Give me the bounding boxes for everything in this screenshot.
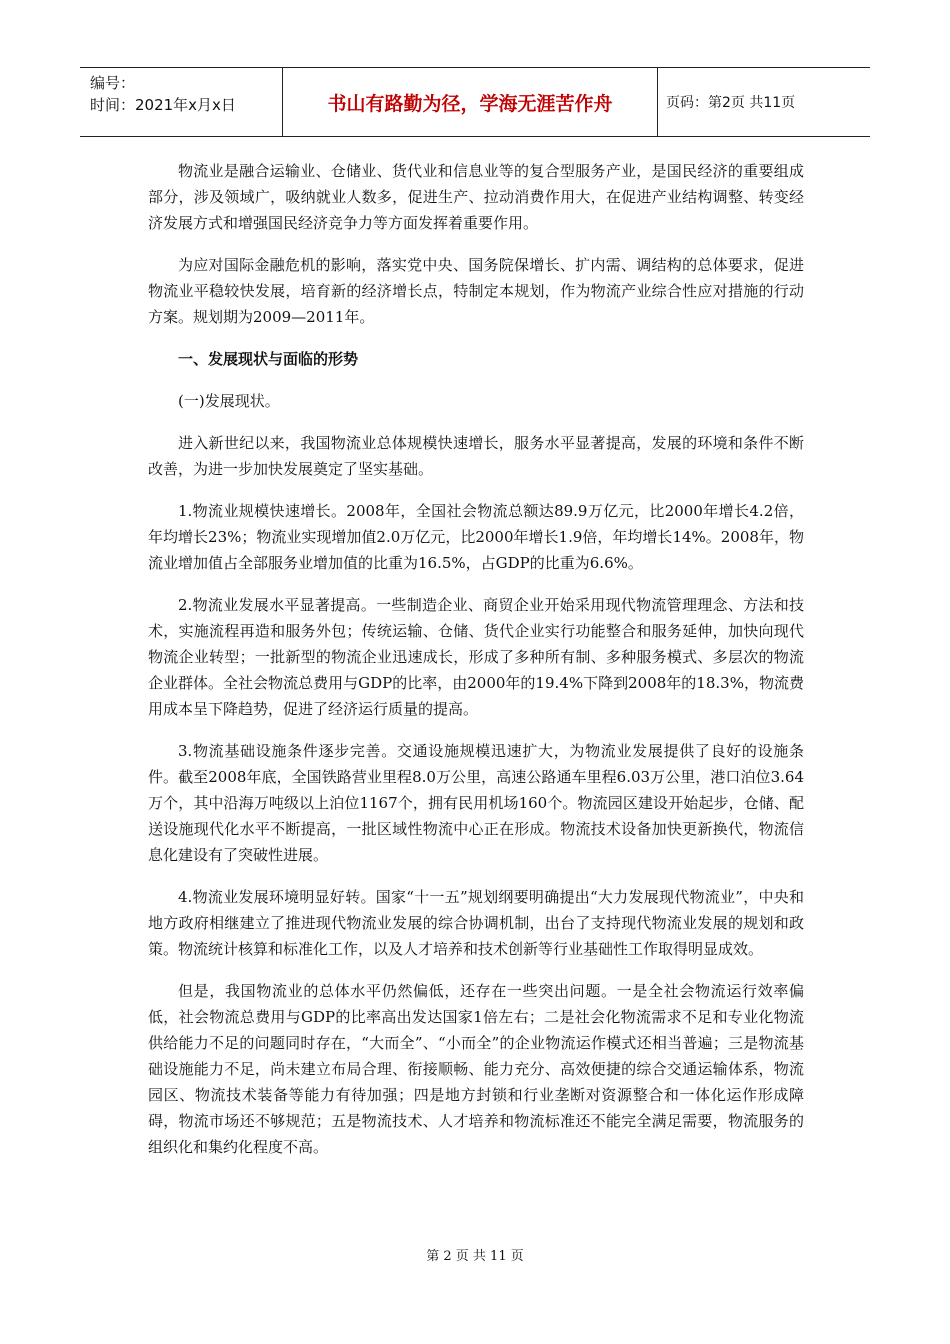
header-meta <box>80 68 282 136</box>
paragraph-item-3: 3.物流基础设施条件逐步完善。交通设施规模迅速扩大，为物流业发展提供了良好的设施条件。截至2008年底，全国铁路营业里程8.0万公里，高速公路通车里程6.03万公里，港口泊位3.64万个，其中沿海万吨级以上泊位1167个，拥有民用机场160个。物流园区建设开始起步，仓储、配送设施现代化水平不断提高，一批区域性物流中心正在形成。物流技术设备加快更新换代，物流信息化建设有了突破性进展。 <box>148 742 804 864</box>
doc-date-label: 时间：2021年x月x日 <box>90 96 236 114</box>
paragraph-item-4: 4.物流业发展环境明显好转。国家“十一五”规划纲要明确提出“大力发展现代物流业”，中央和地方政府相继建立了推进现代物流业发展的综合协调机制，出台了支持现代物流业发展的规划和政策。物流统计核算和标准化工作，以及人才培养和技术创新等行业基础性工作取得明显成效。 <box>148 888 804 958</box>
section-heading: 一、发展现状与面临的形势 <box>178 350 359 368</box>
subsection-heading: (一)发展现状。 <box>178 392 280 410</box>
header-motto: 书山有路勤为径，学海无涯苦作舟 <box>282 68 658 136</box>
paragraph-problems: 但是，我国物流业的总体水平仍然偏低，还存在一些突出问题。一是全社会物流运行效率偏低，社会物流总费用与GDP的比率高出发达国家1倍左右；二是社会化物流需求不足和专业化物流供给能力不足的问题同时存在，“大而全”、“小而全”的企业物流运作模式还相当普遍；三是物流基础设施能力不足，尚未建立布局合理、衔接顺畅、能力充分、高效便捷的综合交通运输体系，物流园区、物流技术装备等能力有待加强；四是地方封锁和行业垄断对资源整合和一体化运作形成障碍，物流市场还不够规范；五是物流技术、人才培养和物流标准还不能完全满足需要，物流服务的组织化和集约化程度不高。 <box>148 982 804 1156</box>
paragraph-item-2: 2.物流业发展水平显著提高。一些制造企业、商贸企业开始采用现代物流管理理念、方法和技术，实施流程再造和服务外包；传统运输、仓储、货代企业实行功能整合和服务延伸，加快向现代物流企业转型；一批新型的物流企业迅速成长，形成了多种所有制、多种服务模式、多层次的物流企业群体。全社会物流总费用与GDP的比率，由2000年的19.4%下降到2008年的18.3%，物流费用成本呈下降趋势，促进了经济运行质量的提高。 <box>148 596 804 718</box>
page-footer: 第 2 页 共 11 页 <box>426 1249 524 1264</box>
page-header <box>80 67 870 137</box>
paragraph-purpose: 为应对国际金融危机的影响，落实党中央、国务院保增长、扩内需、调结构的总体要求，促进物流业平稳较快发展，培育新的经济增长点，特制定本规划，作为物流产业综合性应对措施的行动方案。规划期为2009—2011年。 <box>148 256 804 326</box>
paragraph-intro: 物流业是融合运输业、仓储业、货代业和信息业等的复合型服务产业，是国民经济的重要组成部分，涉及领域广，吸纳就业人数多，促进生产、拉动消费作用大，在促进产业结构调整、转变经济发展方式和增强国民经济竞争力等方面发挥着重要作用。 <box>148 162 804 232</box>
paragraph-overview: 进入新世纪以来，我国物流业总体规模快速增长，服务水平显著提高，发展的环境和条件不断改善，为进一步加快发展奠定了坚实基础。 <box>148 434 804 478</box>
document-body <box>148 158 804 1176</box>
paragraph-item-1: 1.物流业规模快速增长。2008年，全国社会物流总额达89.9万亿元，比2000年增长4.2倍，年均增长23%；物流业实现增加值2.0万亿元，比2000年增长1.9倍，年均增长14%。2008年，物流业增加值占全部服务业增加值的比重为16.5%，占GDP的比重为6.6%。 <box>148 502 804 572</box>
doc-number-label: 编号： <box>90 74 136 92</box>
header-page-number: 页码：第2页 共11页 <box>666 95 796 111</box>
